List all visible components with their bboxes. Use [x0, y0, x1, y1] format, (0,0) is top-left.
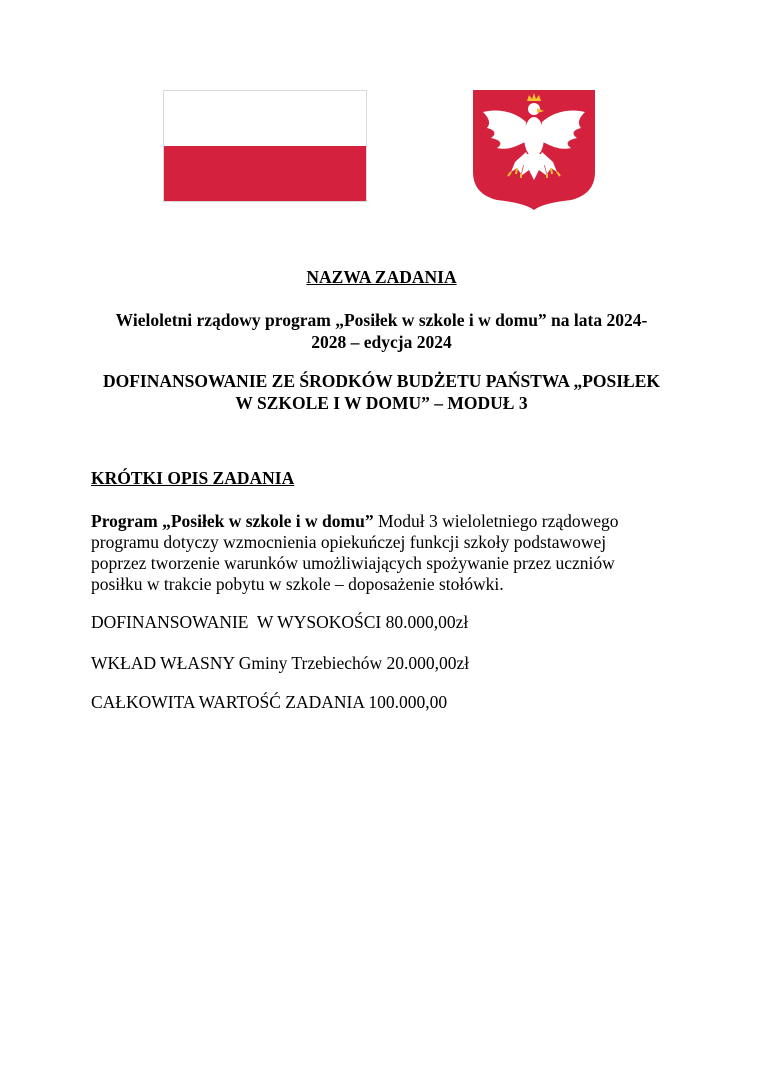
program-title-line-1: Wieloletni rządowy program „Posiłek w szkole i w domu” na lata 2024-: [115, 310, 648, 330]
description-lead-bold: Program „Posiłek w szkole i w domu”: [91, 511, 374, 531]
description-line-1: [91, 511, 651, 532]
description-line-2: programu dotyczy wzmocnienia opiekuńczej funkcji szkoły podstawowej: [91, 532, 607, 552]
funding-title-line-1: DOFINANSOWANIE ZE ŚRODKÓW BUDŻETU PAŃSTWA „POSIŁEK: [102, 371, 661, 391]
program-title-line-2: 2028 – edycja 2024: [311, 332, 452, 352]
funding-title: [80, 370, 683, 414]
description-line-3: poprzez tworzenie warunków umożliwiających spożywanie przez uczniów: [91, 553, 615, 573]
description-line-4: posiłku w trakcie pobytu w szkole – doposażenie stołówki.: [91, 574, 504, 594]
funding-amount: DOFINANSOWANIE W WYSOKOŚCI 80.000,00zł: [91, 612, 469, 632]
total-value-amount: CAŁKOWITA WARTOŚĆ ZADANIA 100.000,00: [91, 692, 448, 712]
funding-title-line-2: W SZKOLE I W DOMU” – MODUŁ 3: [235, 393, 528, 413]
description-line-1-rest: Moduł 3 wieloletniego rządowego: [373, 511, 619, 531]
flag-red-stripe: [164, 146, 366, 201]
program-title: [95, 309, 668, 353]
polish-white-eagle-emblem-icon: [471, 90, 597, 210]
description-paragraph: [91, 511, 651, 595]
description-heading: KRÓTKI OPIS ZADANIA: [91, 468, 295, 488]
flag-white-stripe: [164, 91, 366, 146]
polish-flag-icon: [163, 90, 367, 202]
own-contribution-amount: WKŁAD WŁASNY Gminy Trzebiechów 20.000,00zł: [91, 653, 470, 673]
task-name-heading: NAZWA ZADANIA: [306, 267, 457, 287]
